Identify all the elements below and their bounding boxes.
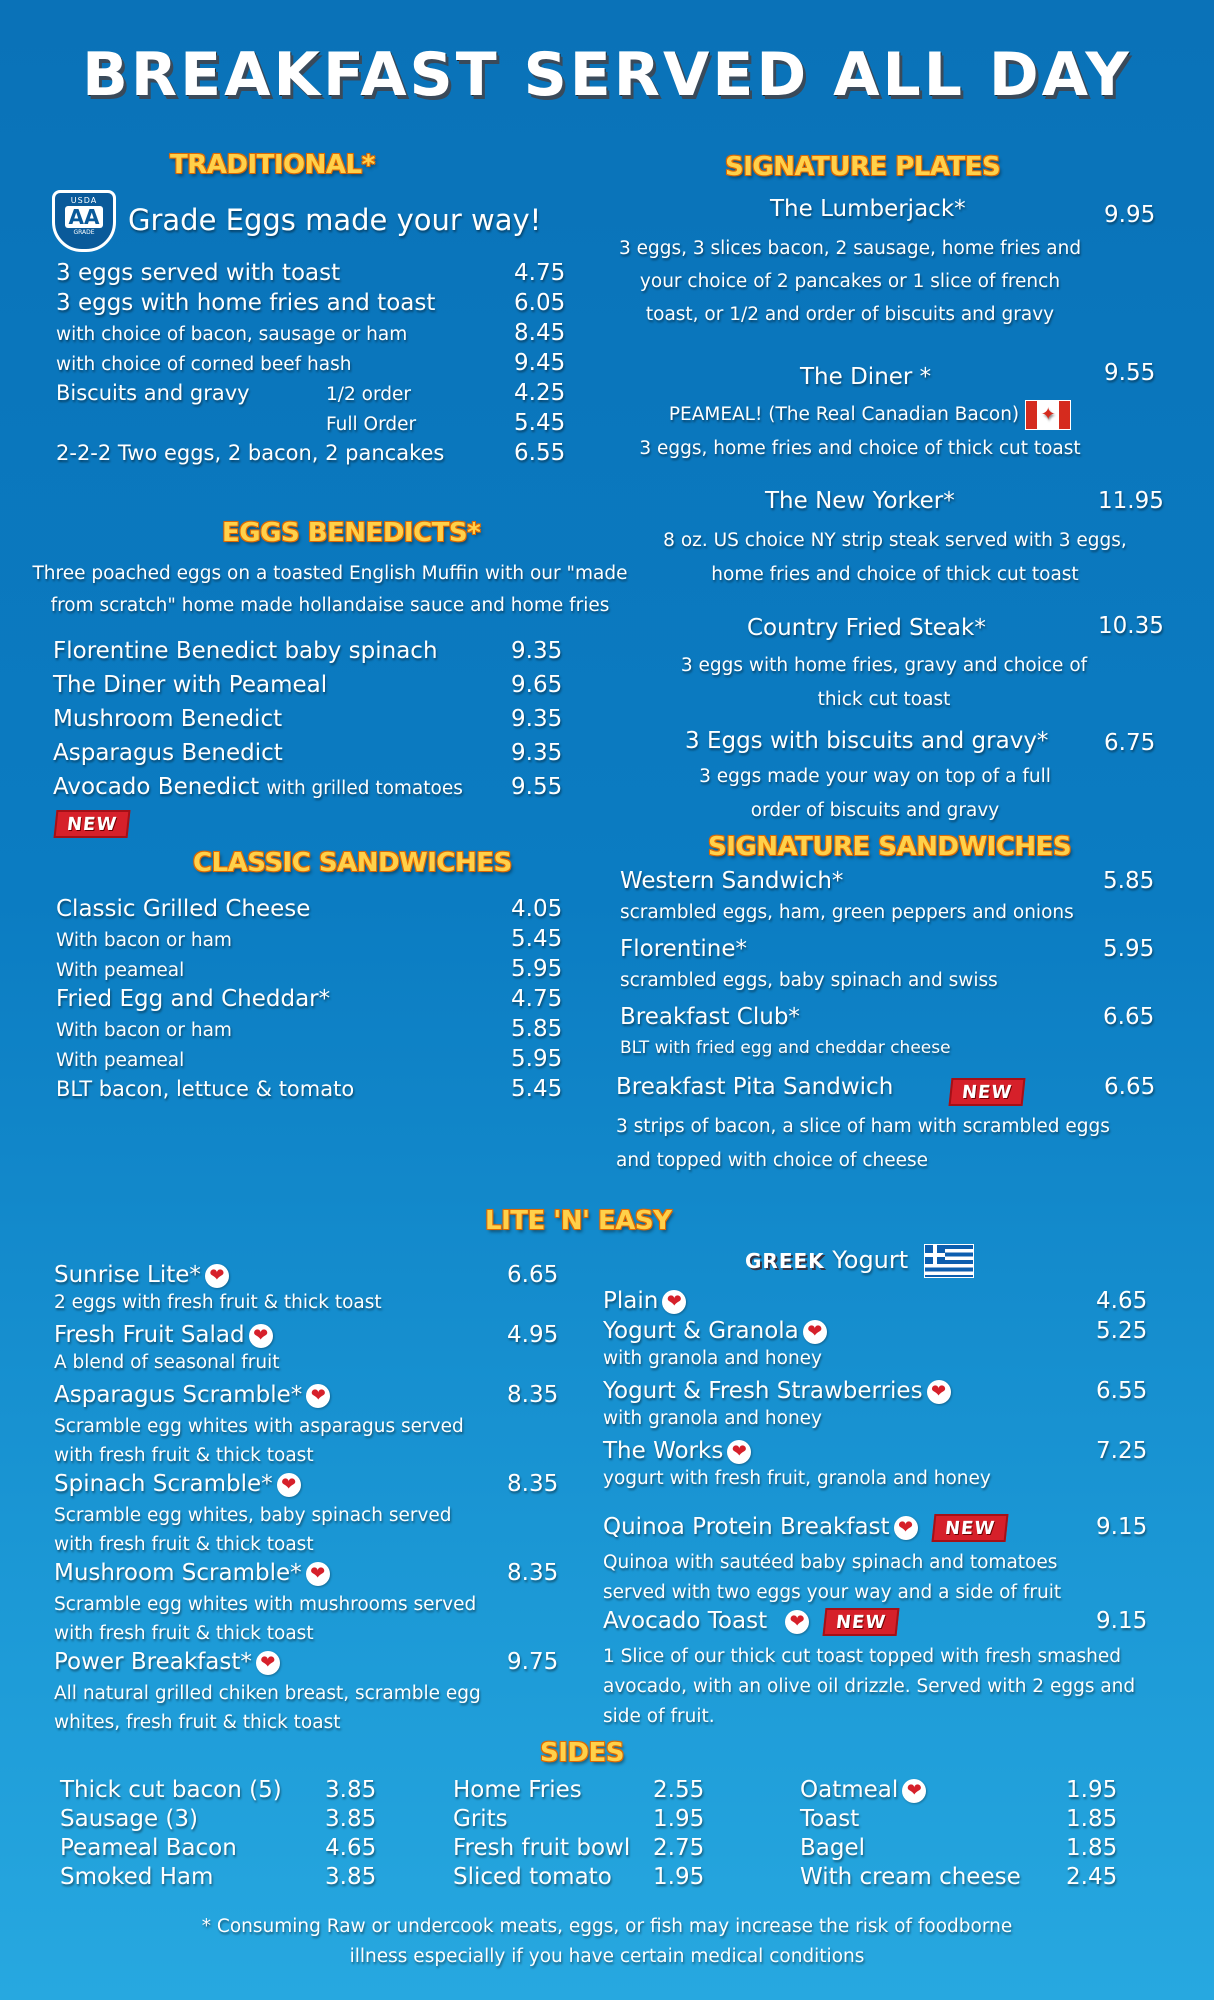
side-item (453, 1806, 703, 1835)
usda-shield-grade: AA (65, 206, 103, 228)
item-name: With cream cheese (800, 1864, 1021, 1890)
item-price: 5.45 (511, 1076, 563, 1102)
item-name: With peameal (56, 960, 185, 981)
new-badge: NEW (823, 1608, 900, 1636)
lite-heading: LITE 'N' EASY (485, 1206, 672, 1236)
item-desc-line: side of fruit. (603, 1706, 715, 1727)
item-desc: scrambled eggs, ham, green peppers and onions (620, 902, 1074, 923)
item-price: 5.95 (511, 956, 563, 982)
item-name: Western Sandwich* (620, 868, 844, 894)
item-price: 8.35 (507, 1382, 559, 1408)
menu-item (53, 740, 563, 774)
item-price: 9.95 (1104, 202, 1156, 228)
heart-healthy-icon: ❤ (662, 1290, 686, 1314)
item-price: 6.05 (514, 290, 566, 316)
signature-sandwiches-list (620, 868, 1155, 1072)
yogurt-title: Yogurt (832, 1246, 909, 1274)
menu-item (616, 1074, 1156, 1110)
item-desc-line: avocado, with an olive oil drizzle. Served with 2 eggs and (603, 1676, 1136, 1697)
item-price: 1.95 (653, 1806, 705, 1832)
side-item (60, 1864, 380, 1893)
item-price: 9.35 (511, 638, 563, 664)
item-desc-line: 8 oz. US choice NY strip steak served with 3 eggs, (663, 530, 1127, 551)
menu-item (53, 672, 563, 706)
signature-plate-item (610, 360, 1170, 466)
menu-item (603, 1288, 1148, 1318)
lite-item (54, 1262, 559, 1322)
item-name: Fried Egg and Cheddar* (56, 986, 331, 1012)
item-desc: BLT with fried egg and cheddar cheese (620, 1038, 951, 1058)
item-name: Quinoa Protein Breakfast (603, 1514, 890, 1540)
sides-col-2 (453, 1777, 703, 1893)
menu-item (56, 1046, 563, 1076)
menu-item (56, 350, 576, 380)
item-name: BLT bacon, lettuce & tomato (56, 1077, 355, 1101)
menu-item (56, 440, 576, 470)
item-desc-line: 3 eggs made your way on top of a full (699, 766, 1051, 787)
item-price: 2.45 (1066, 1864, 1118, 1890)
item-price: 4.95 (507, 1322, 559, 1348)
classic-sandwiches-heading: CLASSIC SANDWICHES (193, 848, 512, 878)
heart-healthy-icon: ❤ (803, 1320, 827, 1344)
side-item (60, 1806, 380, 1835)
item-name: Fresh Fruit Salad (54, 1322, 245, 1348)
item-desc-line: Quinoa with sautéed baby spinach and tomatoes (603, 1552, 1058, 1573)
menu-item (56, 1016, 563, 1046)
item-price: 11.95 (1098, 488, 1164, 514)
side-item (60, 1835, 380, 1864)
item-price: 5.95 (1103, 936, 1155, 962)
item-desc-line: 3 strips of bacon, a slice of ham with scrambled eggs (616, 1116, 1110, 1137)
item-desc-line: thick cut toast (817, 689, 951, 710)
item-price: 9.55 (511, 774, 563, 800)
menu-item (56, 290, 576, 320)
heart-healthy-icon: ❤ (249, 1324, 273, 1348)
item-desc-line: whites, fresh fruit & thick toast (54, 1712, 341, 1733)
benedicts-list (53, 638, 563, 808)
traditional-subheading: Grade Eggs made your way! (128, 203, 542, 237)
item-name: Florentine Benedict baby spinach (53, 638, 438, 664)
heart-healthy-icon: ❤ (902, 1779, 926, 1803)
menu-item (603, 1438, 1148, 1468)
item-desc-line: PEAMEAL! (The Real Canadian Bacon) (668, 404, 1020, 425)
usda-shield-top: USDA (70, 196, 98, 205)
item-price: 9.35 (511, 740, 563, 766)
item-name: With bacon or ham (56, 1020, 232, 1041)
item-price: 8.45 (514, 320, 566, 346)
traditional-heading: TRADITIONAL* (170, 150, 375, 180)
item-price: 9.15 (1096, 1514, 1148, 1540)
item-name: Toast (800, 1806, 860, 1832)
item-desc-line: order of biscuits and gravy (750, 800, 1000, 821)
heart-healthy-icon: ❤ (306, 1562, 330, 1586)
item-price: 3.85 (325, 1806, 377, 1832)
canada-flag-icon: ✦ (1025, 400, 1071, 430)
item-name: Asparagus Scramble* (54, 1382, 303, 1408)
heart-healthy-icon: ❤ (785, 1610, 809, 1634)
item-price: 10.35 (1098, 613, 1164, 639)
item-name: Spinach Scramble* (54, 1471, 273, 1497)
item-name: Home Fries (453, 1777, 582, 1803)
signature-plate-item (610, 726, 1170, 828)
signature-sandwiches-heading: SIGNATURE SANDWICHES (708, 832, 1072, 862)
menu-item (56, 926, 563, 956)
item-name: Yogurt & Granola (603, 1318, 799, 1344)
avocado-toast-item (603, 1608, 1148, 1732)
side-item (800, 1806, 1118, 1835)
item-name: Thick cut bacon (5) (60, 1777, 282, 1803)
item-desc-line: 3 eggs, home fries and choice of thick cut toast (639, 438, 1081, 459)
item-desc-line: 3 eggs, 3 slices bacon, 2 sausage, home fries and (618, 238, 1082, 259)
lite-item (54, 1322, 559, 1382)
item-price: 9.35 (511, 706, 563, 732)
menu-item (56, 986, 563, 1016)
item-name: Oatmeal (800, 1777, 899, 1803)
quinoa-item (603, 1514, 1148, 1608)
item-desc-line: with fresh fruit & thick toast (54, 1623, 314, 1644)
new-badge: NEW (931, 1514, 1008, 1542)
side-item (453, 1777, 703, 1806)
item-name: with choice of corned beef hash (56, 354, 352, 375)
item-price: 5.95 (511, 1046, 563, 1072)
item-name: Classic Grilled Cheese (56, 896, 311, 922)
item-name: Biscuits and gravy (56, 381, 250, 405)
signature-sandwich-item (616, 1074, 1156, 1178)
item-desc: with granola and honey (603, 1408, 823, 1429)
item-desc-line: Scramble egg whites with asparagus served (54, 1416, 464, 1437)
item-name: Breakfast Pita Sandwich (616, 1074, 894, 1100)
item-desc: with granola and honey (603, 1348, 823, 1369)
item-desc-line: your choice of 2 pancakes or 1 slice of french (639, 271, 1061, 292)
sides-col-3 (800, 1777, 1118, 1893)
item-name: Sliced tomato (453, 1864, 612, 1890)
heart-healthy-icon: ❤ (306, 1384, 330, 1408)
item-desc-line: Scramble egg whites with mushrooms served (54, 1594, 477, 1615)
item-desc-line: All natural grilled chiken breast, scramble egg (54, 1683, 481, 1704)
yogurt-heading (745, 1244, 974, 1278)
yogurt-list (603, 1288, 1148, 1498)
item-name: 3 eggs with home fries and toast (56, 290, 436, 316)
item-option: Full Order (326, 414, 417, 435)
item-price: 6.55 (1096, 1378, 1148, 1404)
item-name: with choice of bacon, sausage or ham (56, 324, 408, 345)
item-price: 1.95 (653, 1864, 705, 1890)
item-price: 6.65 (1104, 1074, 1156, 1100)
lite-item (54, 1560, 559, 1649)
signature-plate-item (610, 486, 1170, 592)
heart-healthy-icon: ❤ (727, 1440, 751, 1464)
item-price: 8.35 (507, 1560, 559, 1586)
item-name: Power Breakfast* (54, 1649, 252, 1675)
menu-item (620, 868, 1155, 902)
signature-plates-heading: SIGNATURE PLATES (725, 152, 1001, 182)
greece-flag-icon (924, 1244, 974, 1278)
menu-item (56, 956, 563, 986)
item-name: 2-2-2 Two eggs, 2 bacon, 2 pancakes (56, 441, 445, 465)
heart-healthy-icon: ❤ (205, 1264, 229, 1288)
item-desc-line: with fresh fruit & thick toast (54, 1445, 314, 1466)
side-item (800, 1864, 1118, 1893)
item-price: 9.15 (1096, 1608, 1148, 1634)
item-price: 8.35 (507, 1471, 559, 1497)
item-name: Plain (603, 1288, 659, 1314)
item-name: With peameal (56, 1050, 185, 1071)
sides-heading: SIDES (540, 1738, 624, 1768)
signature-plate-item (610, 613, 1170, 717)
new-badge: NEW (949, 1078, 1026, 1106)
menu-item (53, 774, 563, 808)
item-name: The Diner * (800, 364, 932, 390)
item-price: 5.25 (1096, 1318, 1148, 1344)
item-price: 6.55 (514, 440, 566, 466)
classic-sandwiches-list (56, 896, 563, 1106)
item-name: The Lumberjack* (770, 196, 966, 222)
menu-item (56, 260, 576, 290)
item-desc: yogurt with fresh fruit, granola and honey (603, 1468, 991, 1489)
disclaimer (0, 1912, 1214, 1972)
benedicts-description: Three poached eggs on a toasted English Muffin with our "made from scratch" home made hollandaise sauce and home fries (32, 563, 628, 616)
item-price: 6.75 (1104, 730, 1156, 756)
benedicts-heading: EGGS BENEDICTS* (222, 518, 481, 548)
item-name: 3 eggs served with toast (56, 260, 341, 286)
item-name: Yogurt & Fresh Strawberries (603, 1378, 923, 1404)
item-name: Florentine* (620, 936, 748, 962)
item-extra: with grilled tomatoes (266, 778, 463, 799)
menu-item (603, 1318, 1148, 1348)
item-price: 7.25 (1096, 1438, 1148, 1464)
item-desc-line: 1 Slice of our thick cut toast topped with fresh smashed (603, 1646, 1121, 1667)
usda-grade-shield-icon (52, 190, 116, 252)
disclaimer-line: * Consuming Raw or undercook meats, eggs, or fish may increase the risk of foodborne (201, 1916, 1013, 1937)
item-name: Sausage (3) (60, 1806, 198, 1832)
item-option: 1/2 order (326, 384, 411, 405)
item-price: 4.65 (1096, 1288, 1148, 1314)
disclaimer-line: illness especially if you have certain medical conditions (349, 1946, 865, 1967)
side-item (800, 1835, 1118, 1864)
item-price: 6.65 (1103, 1004, 1155, 1030)
usda-shield-bottom: GRADE (73, 229, 95, 236)
side-item (453, 1835, 703, 1864)
item-name: Country Fried Steak* (747, 615, 986, 641)
greek-label: GREEK (745, 1249, 825, 1273)
item-price: 4.65 (325, 1835, 377, 1861)
menu-title: BREAKFAST SERVED ALL DAY (82, 40, 1132, 110)
signature-plate-item (610, 196, 1170, 331)
lite-item (54, 1649, 559, 1738)
item-price: 5.85 (511, 1016, 563, 1042)
lite-item (54, 1382, 559, 1471)
item-desc-line: with fresh fruit & thick toast (54, 1534, 314, 1555)
item-price: 5.85 (1103, 868, 1155, 894)
item-name: Bagel (800, 1835, 866, 1861)
item-desc-line: toast, or 1/2 and order of biscuits and gravy (645, 304, 1055, 325)
sides-col-1 (60, 1777, 380, 1893)
traditional-list (56, 260, 576, 470)
item-name: Asparagus Benedict (53, 740, 283, 766)
new-badge: NEW (54, 810, 131, 838)
item-desc: scrambled eggs, baby spinach and swiss (620, 970, 998, 991)
menu-item (56, 380, 576, 410)
item-name: The Diner with Peameal (53, 672, 328, 698)
item-desc-line: A blend of seasonal fruit (54, 1352, 280, 1373)
item-name: Peameal Bacon (60, 1835, 237, 1861)
item-name: The New Yorker* (765, 488, 955, 514)
item-name: Mushroom Scramble* (54, 1560, 302, 1586)
lite-list (54, 1262, 559, 1738)
menu-item (53, 706, 563, 740)
item-price: 6.65 (507, 1262, 559, 1288)
item-price: 1.85 (1066, 1835, 1118, 1861)
item-name: 3 Eggs with biscuits and gravy* (685, 728, 1049, 754)
item-price: 4.25 (514, 380, 566, 406)
item-name: Avocado Toast (603, 1608, 768, 1634)
item-name: With bacon or ham (56, 930, 232, 951)
heart-healthy-icon: ❤ (277, 1473, 301, 1497)
item-name: Breakfast Club* (620, 1004, 800, 1030)
menu-item (620, 1004, 1155, 1038)
item-desc-line: 3 eggs with home fries, gravy and choice of (680, 655, 1088, 676)
item-desc-line: and topped with choice of cheese (616, 1150, 929, 1171)
item-price: 2.55 (653, 1777, 705, 1803)
item-price: 5.45 (511, 926, 563, 952)
heart-healthy-icon: ❤ (927, 1380, 951, 1404)
item-name: The Works (603, 1438, 724, 1464)
item-name: Mushroom Benedict (53, 706, 283, 732)
item-price: 2.75 (653, 1835, 705, 1861)
item-price: 3.85 (325, 1864, 377, 1890)
item-desc-line: 2 eggs with fresh fruit & thick toast (54, 1292, 382, 1313)
item-price: 4.75 (514, 260, 566, 286)
item-name: Smoked Ham (60, 1864, 214, 1890)
heart-healthy-icon: ❤ (894, 1516, 918, 1540)
item-price: 4.75 (511, 986, 563, 1012)
item-price: 9.45 (514, 350, 566, 376)
side-item (800, 1777, 1118, 1806)
side-item (453, 1864, 703, 1893)
heart-healthy-icon: ❤ (256, 1651, 280, 1675)
item-price: 1.95 (1066, 1777, 1118, 1803)
item-price: 5.45 (514, 410, 566, 436)
lite-item (54, 1471, 559, 1560)
menu-item (56, 410, 576, 440)
item-price: 1.85 (1066, 1806, 1118, 1832)
item-price: 9.75 (507, 1649, 559, 1675)
item-name: Avocado Benedict (53, 774, 260, 800)
item-price: 9.65 (511, 672, 563, 698)
item-price: 3.85 (325, 1777, 377, 1803)
menu-item (53, 638, 563, 672)
item-price: 9.55 (1104, 360, 1156, 386)
menu-item (56, 1076, 563, 1106)
side-item (60, 1777, 380, 1806)
item-desc-line: served with two eggs your way and a side of fruit (603, 1582, 1062, 1603)
menu-item (620, 936, 1155, 970)
item-price: 4.05 (511, 896, 563, 922)
menu-item (603, 1378, 1148, 1408)
menu-item (56, 896, 563, 926)
item-name: Sunrise Lite* (54, 1262, 201, 1288)
item-desc-line: home fries and choice of thick cut toast (711, 564, 1079, 585)
menu-item (56, 320, 576, 350)
item-name: Grits (453, 1806, 508, 1832)
item-name: Fresh fruit bowl (453, 1835, 631, 1861)
item-desc-line: Scramble egg whites, baby spinach served (54, 1505, 452, 1526)
